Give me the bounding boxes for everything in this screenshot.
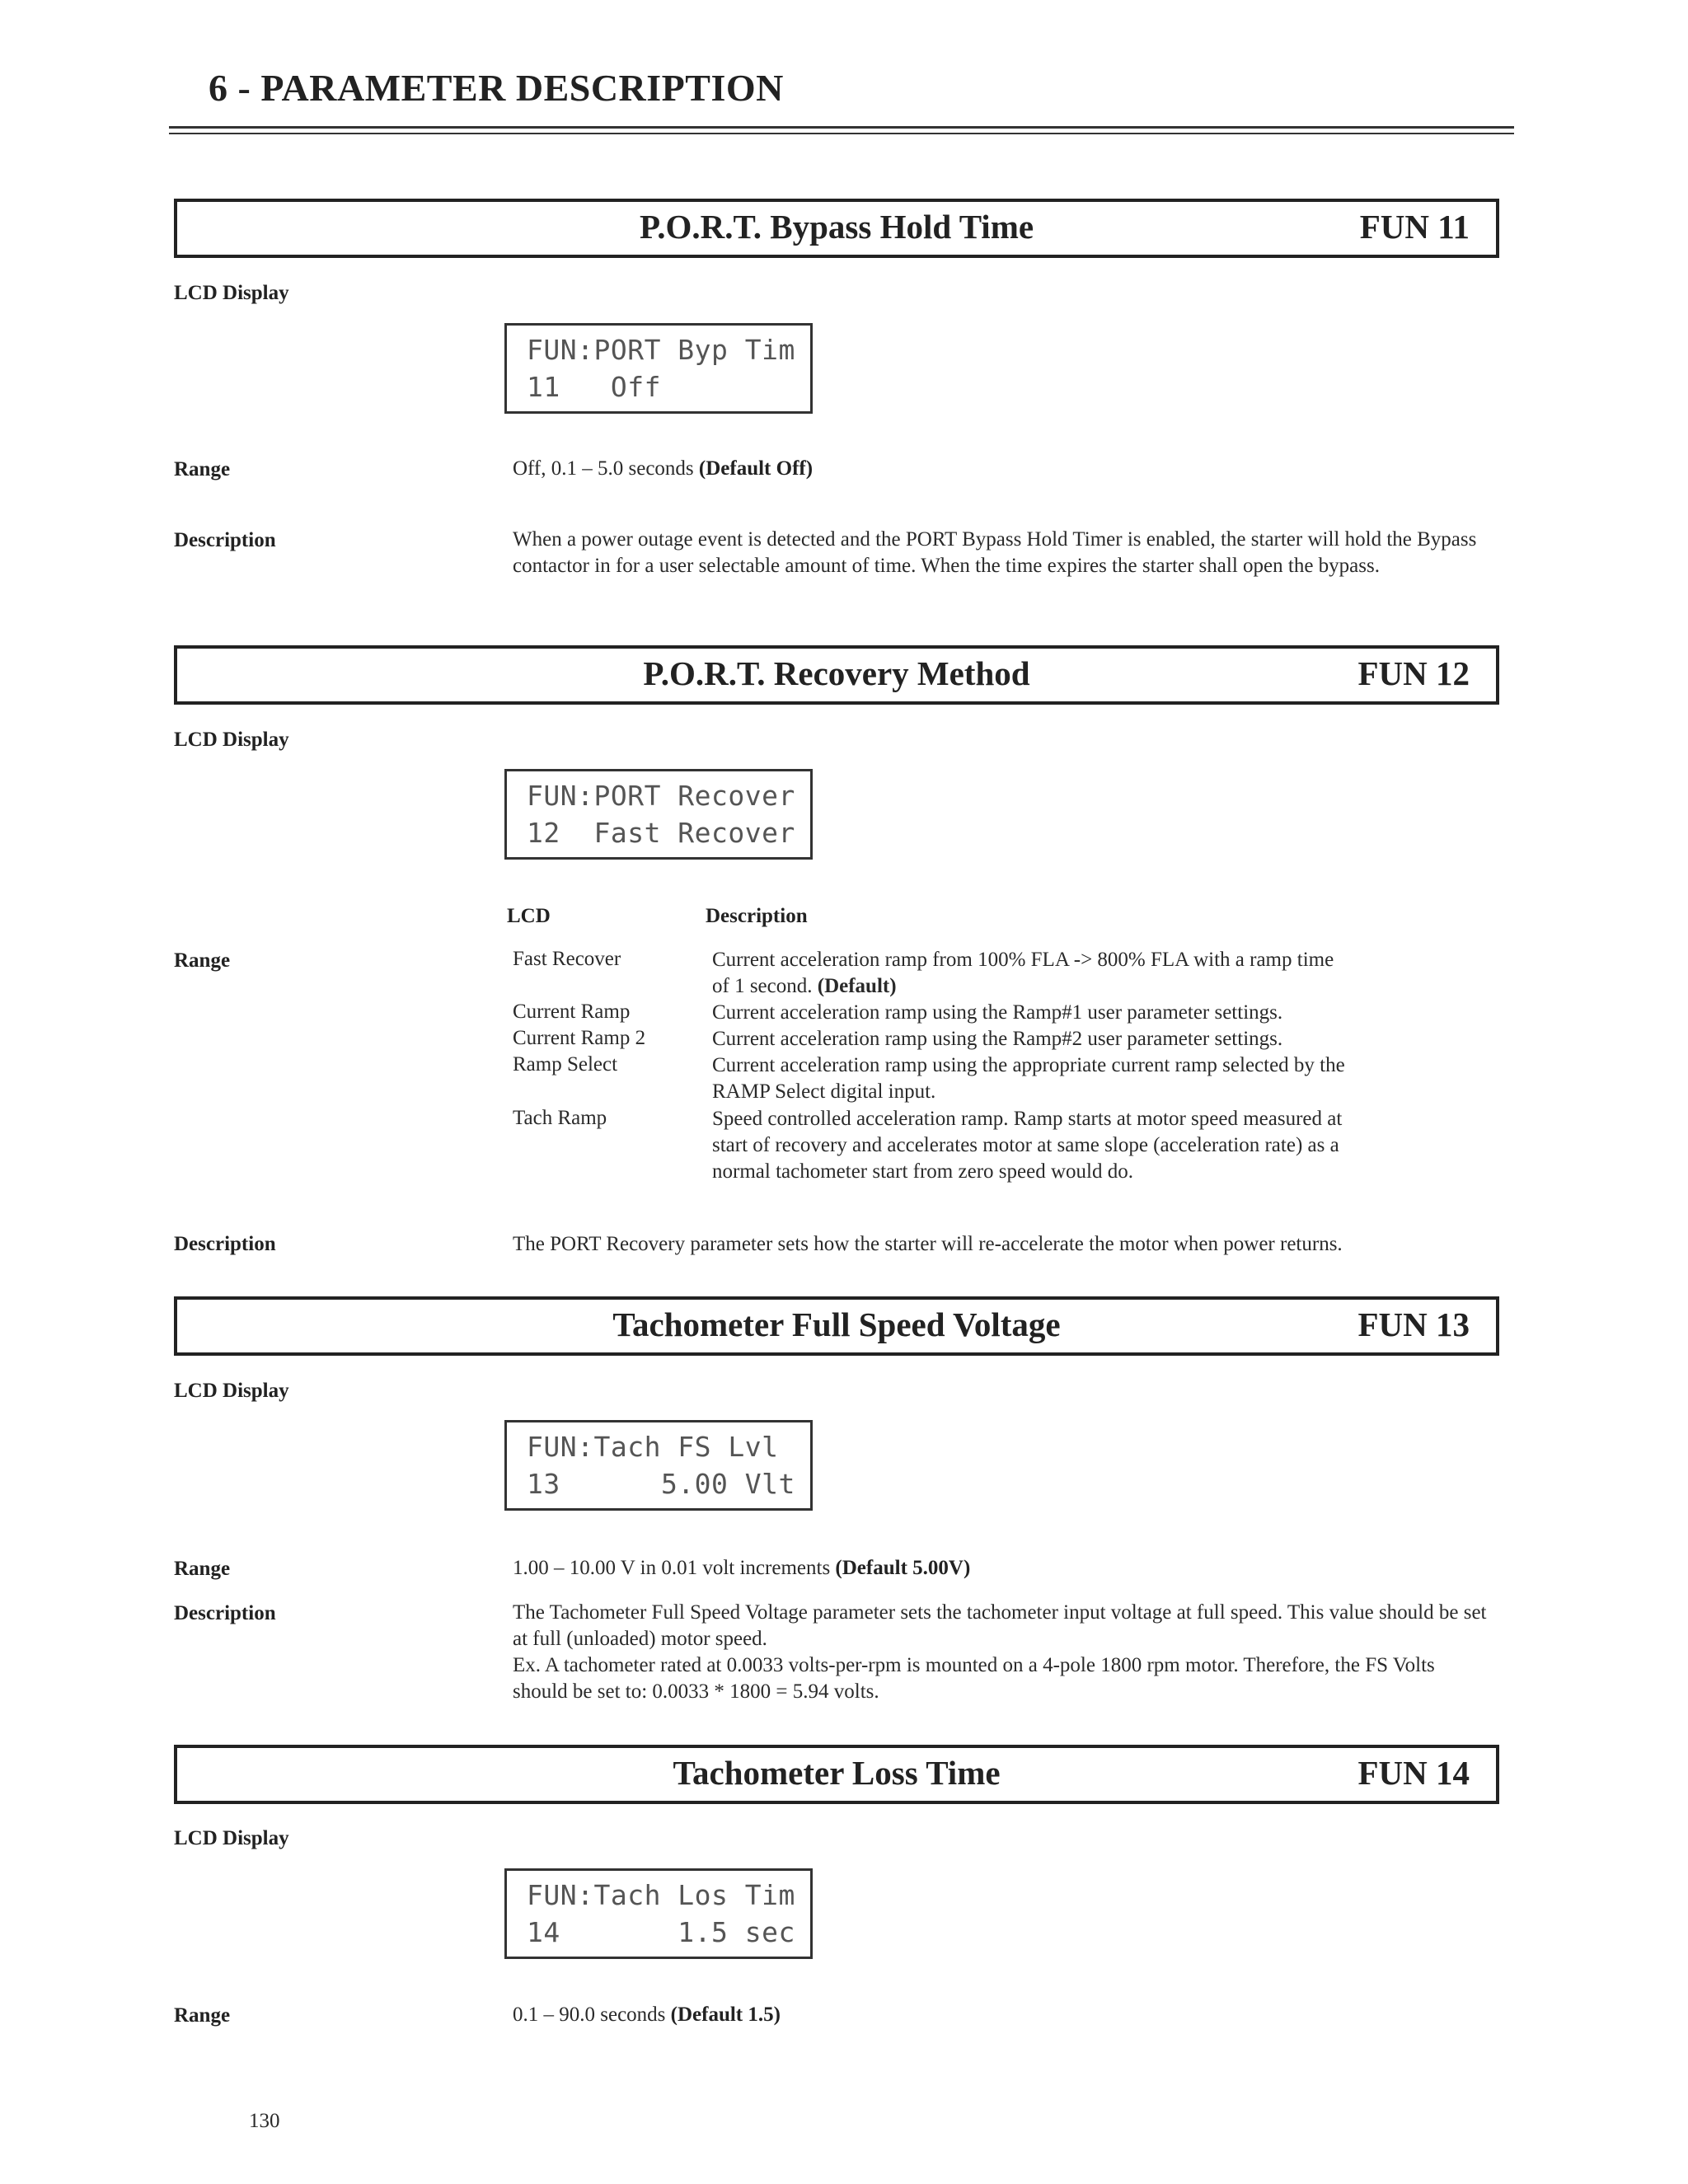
param-code: FUN 11 [1359, 208, 1470, 246]
description-label: Description [174, 529, 276, 551]
lcd-line: 14 1.5 sec [527, 1916, 795, 1948]
lcd-display-fun13 [504, 1420, 813, 1511]
option-name: Ramp Select [513, 1053, 618, 1076]
option-description [712, 947, 1355, 1000]
option-description-text: Current acceleration ramp from 100% FLA -> 800% FLA with a ramp time of 1 second. [712, 949, 1334, 997]
lcd-display-fun12 [504, 769, 813, 860]
param-code: FUN 14 [1357, 1754, 1470, 1792]
option-description: Current acceleration ramp using the Ramp#1 user parameter settings. [712, 1001, 1283, 1024]
title-rule-top [169, 126, 1514, 129]
description-text-fun12: The PORT Recovery parameter sets how the starter will re-accelerate the motor when power returns. [513, 1233, 1343, 1255]
lcd-line: 12 Fast Recover [527, 817, 795, 849]
table-header-description: Description [706, 905, 808, 927]
range-label: Range [174, 2004, 231, 2027]
description-paragraph: The Tachometer Full Speed Voltage parameter sets the tachometer input voltage at full speed. This value should be set at full (unloaded) motor speed. [513, 1601, 1487, 1650]
range-value: 1.00 – 10.00 V in 0.01 volt increments [513, 1557, 836, 1579]
range-default: (Default 5.00V) [835, 1557, 971, 1579]
lcd-line: FUN:PORT Recover [527, 780, 795, 812]
option-name: Tach Ramp [513, 1107, 607, 1129]
range-text-fun11 [513, 456, 1493, 482]
lcd-line: FUN:Tach Los Tim [527, 1879, 795, 1911]
lcd-display-label: LCD Display [174, 1827, 289, 1849]
range-text-fun13 [513, 1555, 1493, 1582]
range-label: Range [174, 949, 231, 972]
param-header-fun12 [174, 645, 1499, 705]
lcd-display-label: LCD Display [174, 729, 289, 751]
description-text-fun11: When a power outage event is detected and the PORT Bypass Hold Timer is enabled, the starter will hold the Bypass contactor in for a user selectable amount of time. When the time expires the starter shall open the bypass. [513, 528, 1477, 577]
table-header-lcd: LCD [507, 905, 551, 927]
option-name: Current Ramp [513, 1001, 631, 1023]
range-value: 0.1 – 90.0 seconds [513, 2004, 671, 2026]
description-paragraph: Ex. A tachometer rated at 0.0033 volts-per-rpm is mounted on a 4-pole 1800 rpm motor. Therefore, the FS Volts should be set to: 0.0033 * 1800 = 5.94 volts. [513, 1654, 1435, 1703]
lcd-line: FUN:Tach FS Lvl [527, 1431, 779, 1463]
lcd-display-label: LCD Display [174, 282, 289, 304]
range-label: Range [174, 458, 231, 480]
description-text-fun13 [513, 1600, 1493, 1705]
title-rule-bottom [169, 133, 1514, 134]
param-header-fun13 [174, 1296, 1499, 1356]
param-code: FUN 12 [1357, 654, 1470, 692]
option-default: (Default) [817, 975, 897, 997]
option-name: Fast Recover [513, 948, 621, 970]
param-header-fun11 [174, 199, 1499, 258]
lcd-line: FUN:PORT Byp Tim [527, 334, 795, 366]
range-default: (Default Off) [698, 457, 814, 480]
param-code: FUN 13 [1357, 1305, 1470, 1343]
range-text-fun14 [513, 2002, 1493, 2028]
range-value: Off, 0.1 – 5.0 seconds [513, 457, 699, 480]
range-label: Range [174, 1558, 231, 1580]
option-name: Current Ramp 2 [513, 1027, 646, 1049]
description-label: Description [174, 1233, 276, 1255]
chapter-title: 6 - PARAMETER DESCRIPTION [209, 67, 784, 109]
param-title: Tachometer Loss Time [673, 1754, 1001, 1792]
lcd-line: 11 Off [527, 371, 661, 403]
range-default: (Default 1.5) [670, 2004, 781, 2026]
option-description: Current acceleration ramp using the Ramp#2 user parameter settings. [712, 1028, 1283, 1050]
lcd-display-fun11 [504, 323, 813, 414]
param-title: Tachometer Full Speed Voltage [612, 1305, 1061, 1343]
param-title: P.O.R.T. Bypass Hold Time [639, 208, 1034, 246]
lcd-display-fun14 [504, 1868, 813, 1959]
param-title: P.O.R.T. Recovery Method [643, 654, 1030, 692]
param-header-fun14 [174, 1745, 1499, 1804]
option-description: Current acceleration ramp using the appropriate current ramp selected by the RAMP Select digital input. [712, 1054, 1345, 1103]
option-description: Speed controlled acceleration ramp. Ramp starts at motor speed measured at start of recovery and accelerates motor at same slope (acceleration rate) as a normal tachometer start from zero speed would do. [712, 1108, 1343, 1183]
page-number: 130 [249, 2110, 280, 2132]
lcd-line: 13 5.00 Vlt [527, 1468, 795, 1500]
description-label: Description [174, 1602, 276, 1624]
lcd-display-label: LCD Display [174, 1380, 289, 1402]
